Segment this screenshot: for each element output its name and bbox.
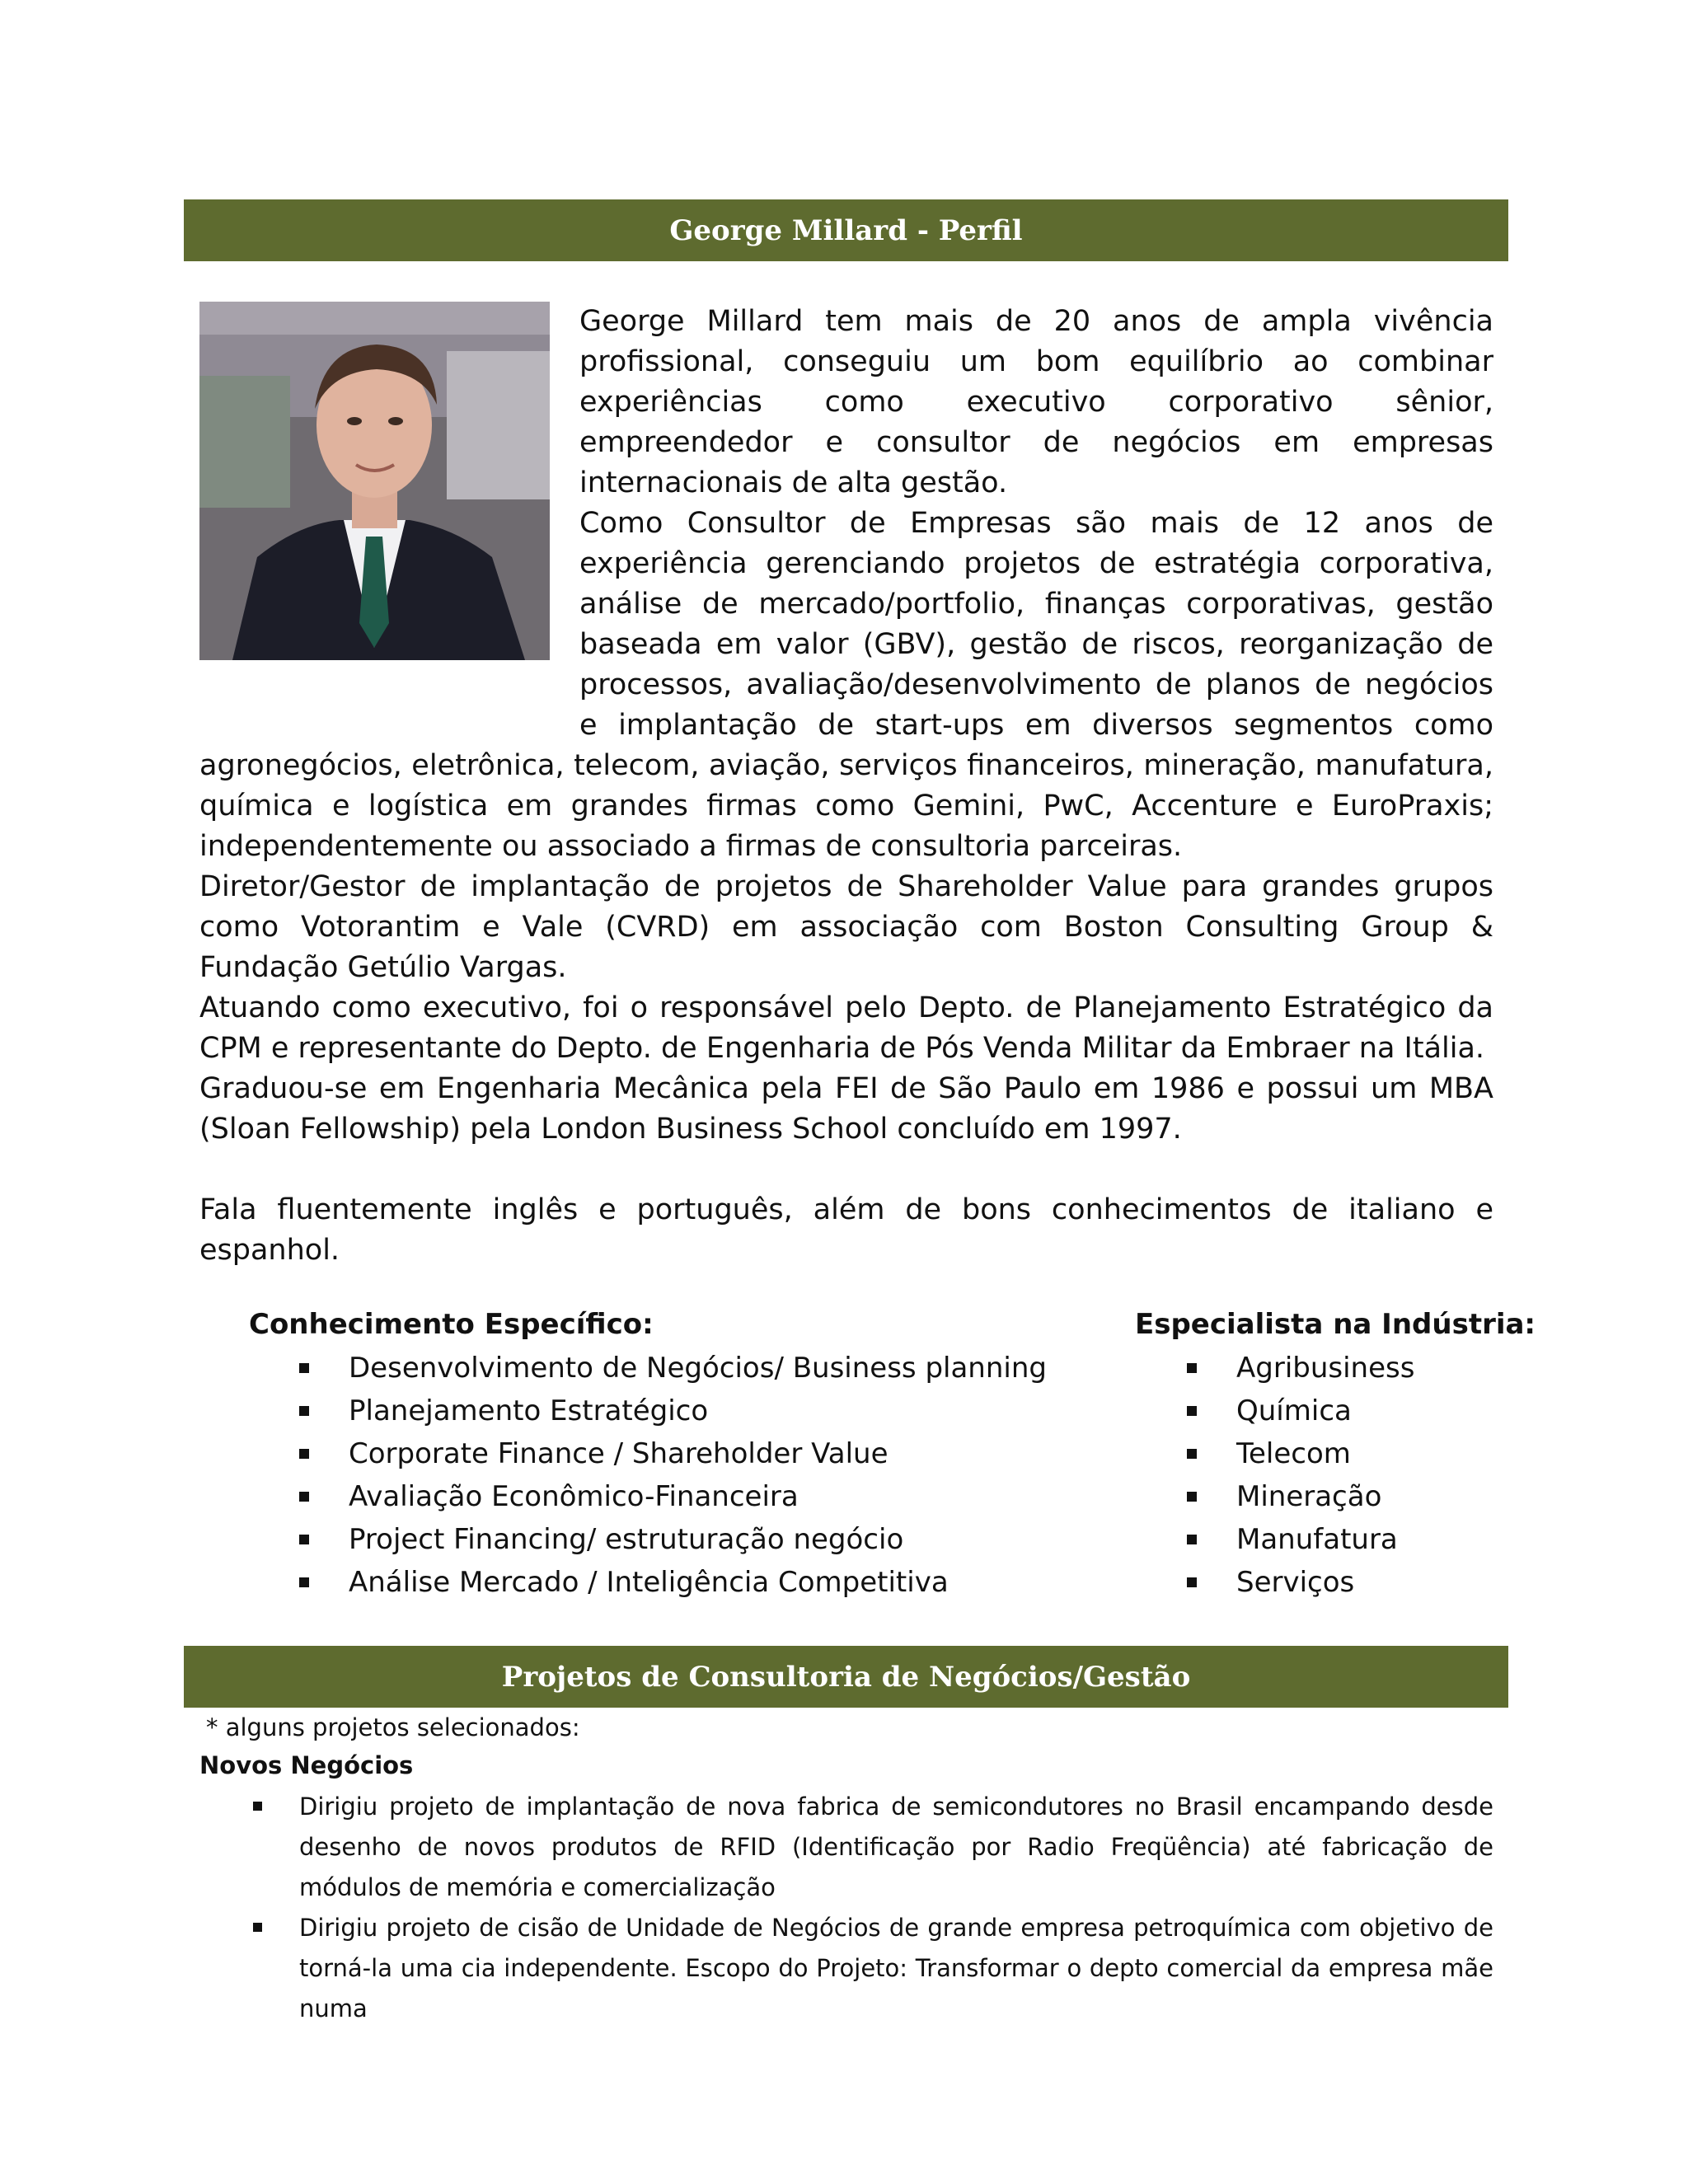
project-description: Dirigiu projeto de cisão de Unidade de Negócios de grande empresa petroquímica com objetivo de torná-la uma cia independente. Escopo do Projeto: Transformar o depto comercial da empresa mãe numa [299, 1914, 1493, 2022]
list-item-label: Agribusiness [1236, 1352, 1415, 1385]
list-item-label: Desenvolvimento de Negócios/ Business planning [349, 1352, 1047, 1385]
square-bullet-icon [253, 1802, 262, 1811]
bio-paragraph: Graduou-se em Engenharia Mecânica pela FEI de São Paulo em 1986 e possui um MBA (Sloan Fellowship) pela London Business School concluído em 1997. [199, 1072, 1493, 1146]
list-item [299, 1347, 1047, 1390]
projects-title: Projetos de Consultoria de Negócios/Gestão [501, 1660, 1191, 1694]
industry-heading: Especialista na Indústria: [1135, 1308, 1536, 1341]
square-bullet-icon [299, 1406, 309, 1416]
list-item-label: Análise Mercado / Inteligência Competitiva [349, 1566, 949, 1599]
list-item [299, 1561, 1047, 1604]
square-bullet-icon [299, 1449, 309, 1459]
square-bullet-icon [299, 1363, 309, 1373]
knowledge-list [299, 1347, 1047, 1604]
list-item [299, 1432, 1047, 1475]
square-bullet-icon [1187, 1577, 1197, 1587]
list-item-label: Avaliação Econômico-Financeira [349, 1480, 799, 1513]
projects-note: * alguns projetos selecionados: [206, 1713, 580, 1741]
list-item-label: Manufatura [1236, 1523, 1398, 1556]
square-bullet-icon [1187, 1449, 1197, 1459]
profile-bio [199, 302, 1493, 1271]
list-item-label: Project Financing/ estruturação negócio [349, 1523, 904, 1556]
square-bullet-icon [1187, 1363, 1197, 1373]
square-bullet-icon [1187, 1492, 1197, 1502]
list-item [1187, 1518, 1414, 1561]
project-description: Dirigiu projeto de implantação de nova fabrica de semicondutores no Brasil encampando desde desenho de novos produtos de RFID (Identificação por Radio Freqüência) até fabricação de módulos de memória e comercialização [299, 1793, 1493, 1901]
square-bullet-icon [299, 1577, 309, 1587]
list-item [1187, 1347, 1414, 1390]
square-bullet-icon [299, 1535, 309, 1544]
list-item [253, 1908, 1493, 2029]
bio-paragraph: Como Consultor de Empresas são mais de 12 anos de experiência gerenciando projetos de estratégia corporativa, análise de mercado/portfolio, finanças corporativas, gestão baseada em valor (GBV), gestão de riscos, reorganização de processos, avaliação/desenvolvimento de planos de negócios e implantação de start-ups em diversos segmentos como agronegócios, eletrônica, telecom, aviação, serviços financeiros, mineração, manufatura, química e logística em grandes firmas como Gemini, PwC, Accenture e EuroPraxis; independentemente ou associado a firmas de consultoria parceiras. [199, 507, 1493, 863]
list-item [1187, 1561, 1414, 1604]
knowledge-heading: Conhecimento Específico: [249, 1308, 654, 1341]
photo-spacer [199, 302, 579, 723]
list-item [1187, 1475, 1414, 1518]
square-bullet-icon [1187, 1406, 1197, 1416]
bio-paragraph: Diretor/Gestor de implantação de projetos de Shareholder Value para grandes grupos como Votorantim e Vale (CVRD) em associação com Boston Consulting Group & Fundação Getúlio Vargas. [199, 870, 1493, 984]
square-bullet-icon [1187, 1535, 1197, 1544]
profile-title-banner [184, 199, 1508, 261]
list-item-label: Planejamento Estratégico [349, 1394, 709, 1427]
list-item [299, 1518, 1047, 1561]
list-item [1187, 1432, 1414, 1475]
list-item [253, 1787, 1493, 1908]
list-item-label: Telecom [1236, 1437, 1351, 1470]
bio-paragraph: George Millard tem mais de 20 anos de ampla vivência profissional, conseguiu um bom equilíbrio ao combinar experiências como executivo corporativo sênior, empreendedor e consultor de negócios em empresas internacionais de alta gestão. [579, 305, 1493, 499]
bio-paragraph: Fala fluentemente inglês e português, além de bons conhecimentos de italiano e espanhol. [199, 1193, 1493, 1267]
projects-title-banner [184, 1646, 1508, 1708]
projects-subheading: Novos Negócios [199, 1751, 414, 1779]
profile-title: George Millard - Perfil [669, 213, 1023, 247]
list-item-label: Serviços [1236, 1566, 1355, 1599]
list-item [299, 1390, 1047, 1432]
list-item-label: Corporate Finance / Shareholder Value [349, 1437, 889, 1470]
list-item-label: Mineração [1236, 1480, 1382, 1513]
list-item [299, 1475, 1047, 1518]
square-bullet-icon [299, 1492, 309, 1502]
bio-paragraph: Atuando como executivo, foi o responsável pelo Depto. de Planejamento Estratégico da CPM e representante do Depto. de Engenharia de Pós Venda Militar da Embraer na Itália. [199, 991, 1493, 1065]
list-item [1187, 1390, 1414, 1432]
square-bullet-icon [253, 1923, 262, 1932]
list-item-label: Química [1236, 1394, 1352, 1427]
projects-list [253, 1787, 1493, 2029]
industry-list [1187, 1347, 1414, 1604]
